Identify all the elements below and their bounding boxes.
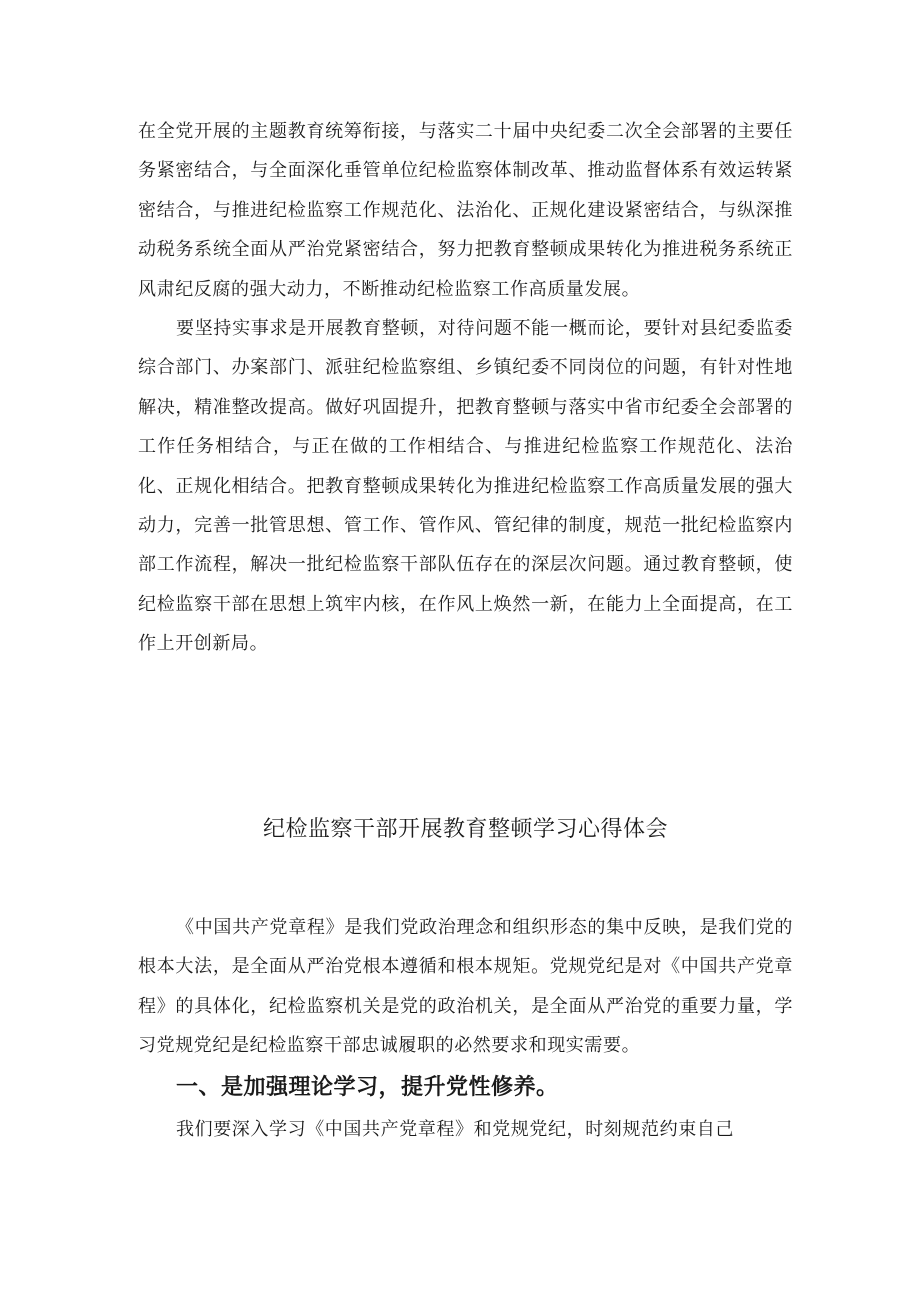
paragraph-section-1: 我们要深入学习《中国共产党章程》和党规党纪，时刻规范约束自己 (176, 1118, 734, 1140)
document-page (138, 112, 793, 1140)
paragraph-intro: 《中国共产党章程》是我们党政治理念和组织形态的集中反映，是我们党的根本大法，是全面从严治党根本遵循和根本规矩。党规党纪是对《中国共产党章程》的具体化，纪检监察机关是党的政治机关，是全面从严治党的重要力量，学习党规党纪是纪检监察干部忠诚履职的必然要求和现实需要。 (138, 917, 793, 1057)
paragraph-practical-approach: 要坚持实事求是开展教育整顿，对待问题不能一概而论，要针对县纪委监委综合部门、办案部门、派驻纪检监察组、乡镇纪委不同岗位的问题，有针对性地解决，精准整改提高。做好巩固提升，把教育整顿与落实中省市纪委全会部署的工作任务相结合，与正在做的工作相结合、与推进纪检监察工作规范化、法治化、正规化相结合。把教育整顿成果转化为推进纪检监察工作高质量发展的强大动力，完善一批管思想、管工作、管作风、管纪律的制度，规范一批纪检监察内部工作流程，解决一批纪检监察干部队伍存在的深层次问题。通过教育整顿，使纪检监察干部在思想上筑牢内核，在作风上焕然一新，在能力上全面提高，在工作上开创新局。 (138, 318, 793, 655)
section-heading-1: 一、是加强理论学习，提升党性修养。 (176, 1074, 559, 1100)
article-body (138, 908, 793, 1149)
article-title: 纪检监察干部开展教育整顿学习心得体会 (262, 817, 668, 842)
paragraph-continuation: 在全党开展的主题教育统筹衔接，与落实二十届中央纪委二次全会部署的主要任务紧密结合，与全面深化垂管单位纪检监察体制改革、推动监督体系有效运转紧密结合，与推进纪检监察工作规范化、法治化、正规化建设紧密结合，与纵深推动税务系统全面从严治党紧密结合，努力把教育整顿成果转化为推进税务系统正风肃纪反腐的强大动力，不断推动纪检监察工作高质量发展。 (138, 121, 793, 300)
